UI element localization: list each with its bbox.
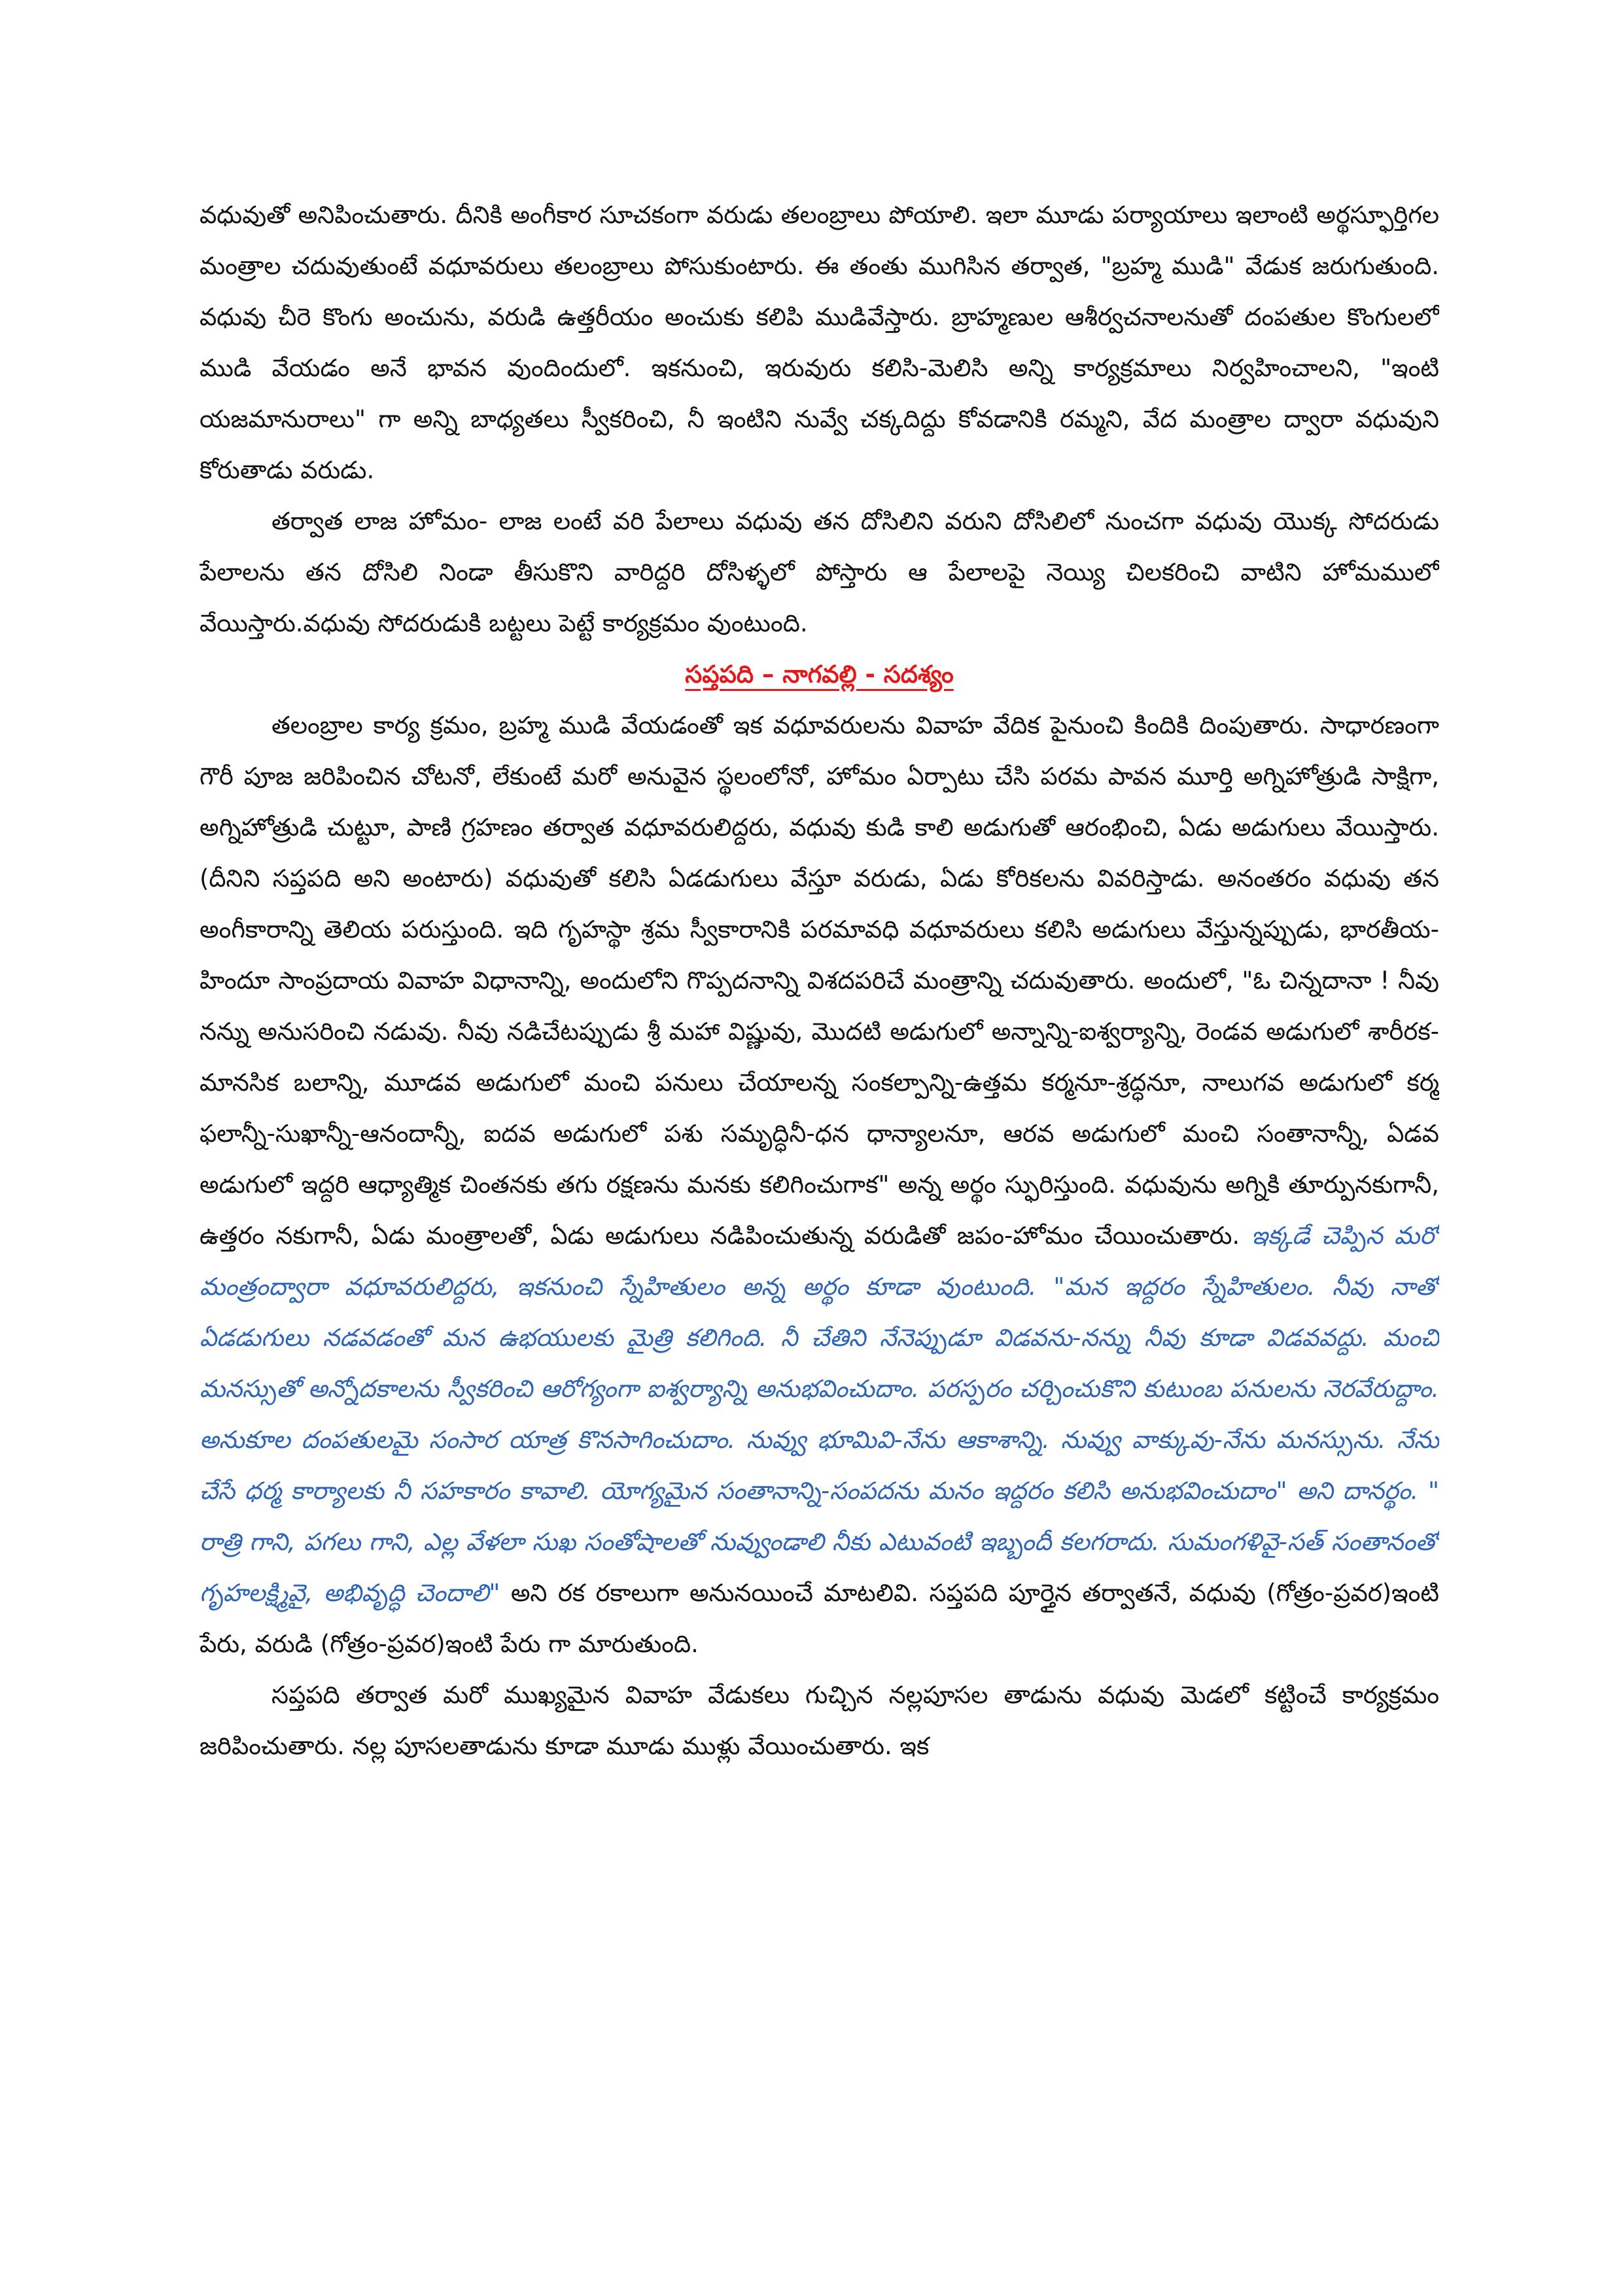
saptapadi-text: తలంబ్రాల కార్య క్రమం, బ్రహ్మ ముడి వేయడంతో ఇక వధూవరులను వివాహ వేదిక పైనుంచి కిందికి దింపుతారు. సాధారణంగా గౌరీ పూజ జరిపించిన చోటనో, లేకుంటే మరో అనువైన స్థలంలోనో, హోమం ఏర్పాటు చేసి పరమ పావన మూర్తి అగ్నిహోత్రుడి సాక్షిగా, అగ్నిహోత్రుడి చుట్టూ, పాణి గ్రహణం తర్వాత వధూవరులిద్దరు, వధువు కుడి కాలి అడుగుతో ఆరంభించి, ఏడు అడుగులు వేయిస్తారు. (దీనిని సప్తపది అని అంటారు) వధువుతో కలిసి ఏడడుగులు వేస్తూ వరుడు, ఏడు కోరికలను వివరిస్తాడు. అనంతరం వధువు తన అంగీకారాన్ని తెలియ పరుస్తుంది. ఇది గృహస్థా శ్రమ స్వీకారానికి పరమావధి వధూవరులు కలిసి అడుగులు వేస్తున్నప్పుడు, భారతీయ-హిందూ సాంప్రదాయ వివాహ విధానాన్ని, అందులోని గొప్పదనాన్ని విశదపరిచే మంత్రాన్ని చదువుతారు. అందులో, "ఓ చిన్నదానా ! నీవు నన్ను అనుసరించి నడువు. నీవు నడిచేటప్పుడు శ్రీ మహా విష్ణువు, మొదటి అడుగులో అన్నాన్ని-ఐశ్వర్యాన్ని, రెండవ అడుగులో శారీరక-మానసిక బలాన్ని, మూడవ అడుగులో మంచి పనులు చేయాలన్న సంకల్పాన్ని-ఉత్తమ కర్మనూ-శ్రద్ధనూ, నాలుగవ అడుగులో కర్మ ఫలాన్నీ-సుఖాన్నీ-ఆనందాన్నీ, ఐదవ అడుగులో పశు సమృద్ధినీ-ధన ధాన్యాలనూ, ఆరవ అడుగులో మంచి సంతానాన్నీ, ఏడవ అడుగులో ఇద్దరి ఆధ్యాత్మిక చింతనకు తగు రక్షణను మనకు కలిగించుగాక" అన్న అర్థం స్ఫురిస్తుంది. వధువును అగ్నికి తూర్పునకుగానీ, ఉత్తరం నకుగానీ, ఏడు మంత్రాలతో, ఏడు అడుగులు నడిపించుతున్న వరుడితో జపం-హోమం చేయించుతారు. — [200, 711, 1439, 1250]
saptapadi-quote: ఇక్కడే చెప్పిన మరో మంత్రంద్వారా వధూవరులిద్దరు, ఇకనుంచి స్నేహితులం అన్న అర్థం కూడా వుంటుంది. "మన ఇద్దరం స్నేహితులం. నీవు నాతో ఏడడుగులు నడవడంతో మన ఉభయులకు మైత్రి కలిగింది. నీ చేతిని నేనెప్పుడూ విడవను-నన్ను నీవు కూడా విడవవద్దు. మంచి మనస్సుతో అన్నోదకాలను స్వీకరించి ఆరోగ్యంగా ఐశ్వర్యాన్ని అనుభవించుదాం. పరస్పరం చర్చించుకొని కుటుంబ పనులను నెరవేరుద్దాం. అనుకూల దంపతులమై సంసార యాత్ర కొనసాగించుదాం. నువ్వు భూమివి-నేను ఆకాశాన్ని. నువ్వు వాక్కువు-నేను మనస్సును. నేను చేసే ధర్మ కార్యాలకు నీ సహకారం కావాలి. యోగ్యమైన సంతానాన్ని-సంపదను మనం ఇద్దరం కలిసి అనుభవించుదాం" అని దానర్థం. " రాత్రి గాని, పగలు గాని, ఎల్ల వేళలా సుఖ సంతోషాలతో నువ్వుండాలి నీకు ఎటువంటి ఇబ్బందీ కలగరాదు. సుమంగళివై-సత్ సంతానంతో గృహలక్ష్మివై, అభివృద్ధి చెందాలి" — [200, 1222, 1439, 1607]
section-heading: సప్తపది – నాగవల్లి - సదశ్యం — [685, 660, 954, 688]
document-page — [200, 190, 1439, 2185]
paragraph-saptapadi — [200, 700, 1439, 1670]
paragraph-talambralu: వధువుతో అనిపించుతారు. దీనికి అంగీకార సూచకంగా వరుడు తలంబ్రాలు పోయాలి. ఇలా మూడు పర్యాయాలు ఇలాంటి అర్థస్ఫూర్తిగల మంత్రాల చదువుతుంటే వధూవరులు తలంబ్రాలు పోసుకుంటారు. ఈ తంతు ముగిసిన తర్వాత, "బ్రహ్మ ముడి" వేడుక జరుగుతుంది. వధువు చీరె కొంగు అంచును, వరుడి ఉత్తరీయం అంచుకు కలిపి ముడివేస్తారు. బ్రాహ్మణుల ఆశీర్వచనాలనుతో దంపతుల కొంగులలో ముడి వేయడం అనే భావన వుందిందులో. ఇకనుంచి, ఇరువురు కలిసి-మెలిసి అన్ని కార్యక్రమాలు నిర్వహించాలని, "ఇంటి యజమానురాలు" గా అన్ని బాధ్యతలు స్వీకరించి, నీ ఇంటిని నువ్వే చక్కదిద్దు కోవడానికి రమ్మని, వేద మంత్రాల ద్వారా వధువుని కోరుతాడు వరుడు. — [200, 201, 1439, 484]
paragraph-mangalasutra: సప్తపది తర్వాత మరో ముఖ్యమైన వివాహ వేడుకలు గుచ్చిన నల్లపూసల తాడును వధువు మెడలో కట్టించే కార్యక్రమం జరిపించుతారు. నల్ల పూసలతాడును కూడా మూడు ముళ్లు వేయించుతారు. ఇక — [200, 1681, 1439, 1760]
paragraph-laja-homam: తర్వాత లాజ హోమం- లాజ లంటే వరి పేలాలు వధువు తన దోసిలిని వరుని దోసిలిలో నుంచగా వధువు యొక్క సోదరుడు పేలాలను తన దోసిలి నిండా తీసుకొని వారిద్దరి దోసిళ్ళలో పోస్తారు ఆ పేలాలపై నెయ్యి చిలకరించి వాటిని హోమములో వేయిస్తారు.వధువు సోదరుడుకి బట్టలు పెట్టే కార్యక్రమం వుంటుంది. — [200, 507, 1439, 637]
saptapadi-text-end: అని రక రకాలుగా అనునయించే మాటలివి. సప్తపది పూర్తైన తర్వాతనే, వధువు (గోత్రం-ప్రవర)ఇంటి పేరు, వరుడి (గోత్రం-ప్రవర)ఇంటి పేరు గా మారుతుంది. — [200, 1579, 1439, 1658]
